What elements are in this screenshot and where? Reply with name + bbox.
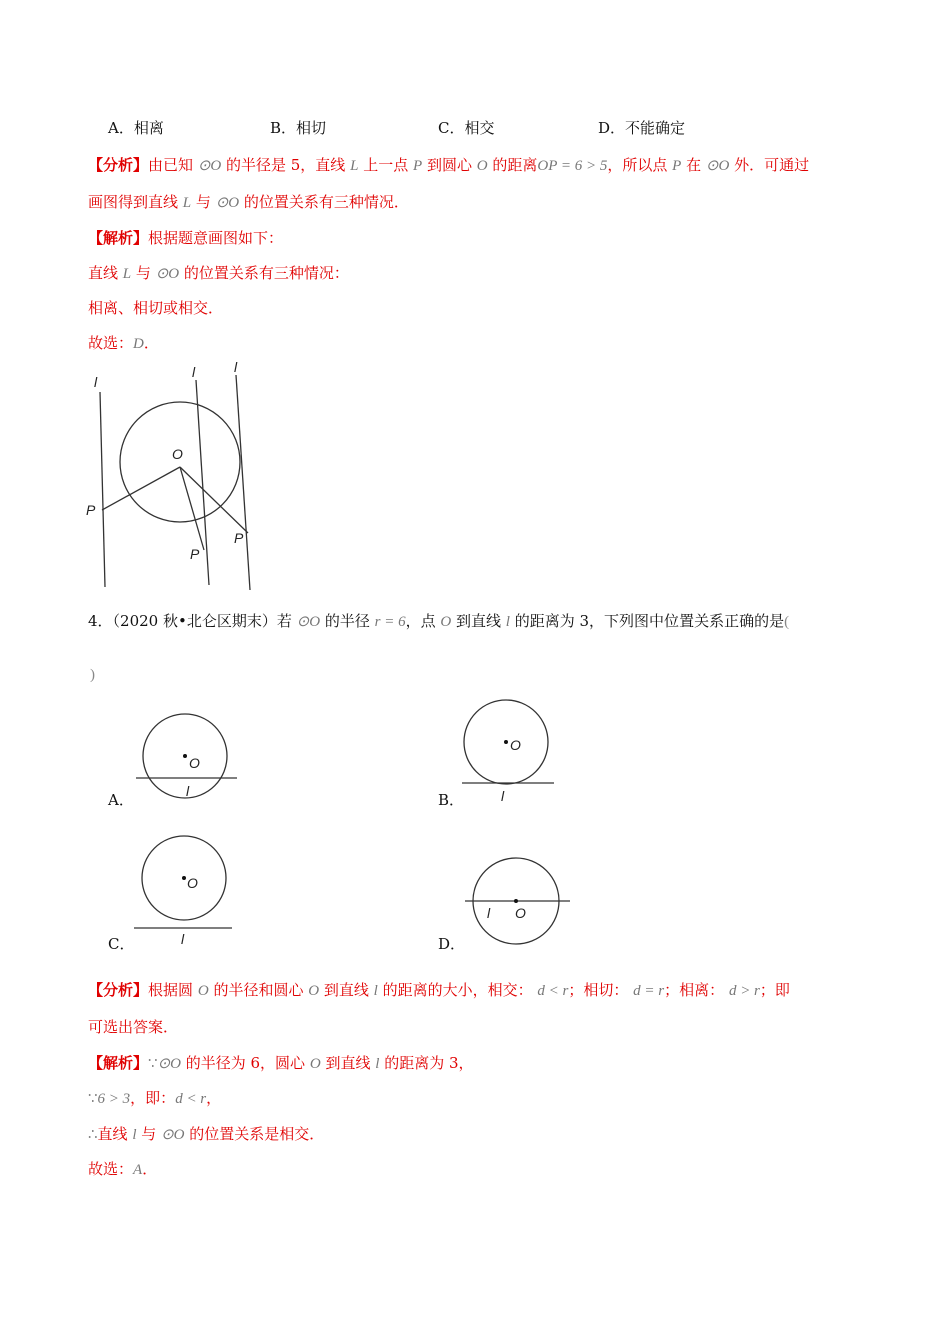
q3-option-d: D．不能确定 [598,119,686,137]
q4-solution-line3: ∴直线 l 与 ⊙O 的位置关系是相交． [88,1125,325,1143]
q4-option-a-letter: A． [108,791,134,809]
q3-figure-label-o: O [172,446,183,462]
q4-analysis-line2: 可选出答案． [88,1018,179,1036]
q4-solution-line1: 【解析】∵⊙O 的半径为 6，圆心 O 到直线 l 的距离为 3， [88,1054,474,1072]
q4-option-b-letter: B． [438,791,465,809]
q3-figure-label-p1: P [86,502,96,518]
q3-solution-line3: 相离、相切或相交． [88,299,224,317]
q4-option-a-figure [130,710,245,805]
q3-option-b: B．相切 [270,119,327,137]
q3-figure-circle [120,402,240,522]
q3-answer: 故选：D． [88,334,159,352]
q4-a-center: O [189,755,200,771]
q4-c-line: l [181,931,185,947]
q4-option-c-letter: C． [108,935,135,953]
q3-solution-line2: 直线 L 与 ⊙O 的位置关系有三种情况： [88,264,349,282]
q3-figure-label-p3: P [234,530,244,546]
q4-solution-line2: ∵6 > 3，即：d < r， [88,1089,222,1107]
q4-option-d-figure [460,850,575,948]
q3-figure-label-l2: l [192,364,196,380]
q3-analysis-line1: 【分析】由已知 ⊙O 的半径是 5，直线 L 上一点 P 到圆心 O 的距离OP = 6 > 5，所以点 P 在 ⊙O 外．可通过 [88,156,810,174]
q3-figure [80,355,270,595]
q4-d-center: O [515,905,526,921]
q4-c-center: O [187,875,198,891]
q3-solution-line1: 【解析】根据题意画图如下： [88,229,284,247]
q4-option-c-figure [130,830,240,950]
q3-figure-line-3 [236,375,250,590]
q3-figure-label-l3: l [234,359,238,375]
q3-figure-line-1 [100,392,105,587]
q3-option-a: A．相离 [108,119,164,137]
q4-b-line: l [501,788,505,804]
q3-analysis-line2: 画图得到直线 L 与 ⊙O 的位置关系有三种情况． [88,193,409,211]
q3-figure-radius-1 [102,467,180,510]
q4-answer: 故选：A． [88,1160,158,1178]
q4-analysis-line1: 【分析】根据圆 O 的半径和圆心 O 到直线 l 的距离的大小，相交： d < r；相切： d = r；相离： d > r；即 [88,981,790,999]
q3-option-c: C．相交 [438,119,495,137]
q3-figure-label-p2: P [190,546,200,562]
q4-b-center: O [510,737,521,753]
q4-d-line: l [487,905,491,921]
q4-a-line: l [186,783,190,799]
q4-paren-close: ) [90,667,95,683]
q4-option-d-letter: D． [438,935,466,953]
q4-option-b-figure [458,695,563,807]
q3-figure-label-l1: l [94,374,98,390]
q4-stem: 4．（2020 秋•北仑区期末）若 ⊙O 的半径 r = 6，点 O 到直线 l 的距离为 3，下列图中位置关系正确的是( [88,612,790,630]
